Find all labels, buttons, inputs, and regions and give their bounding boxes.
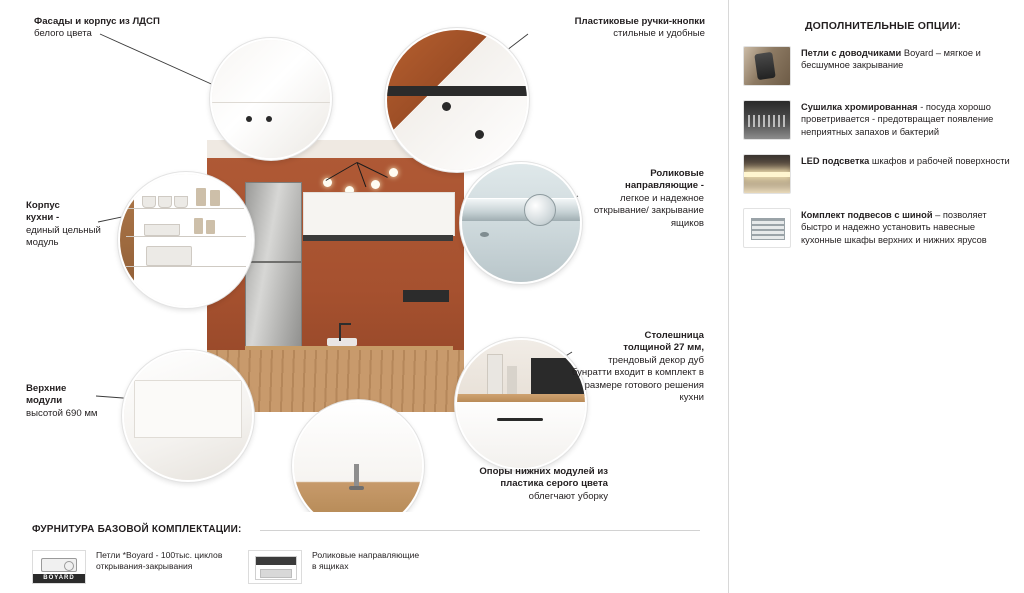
hardware-hinges-line1: Петли *Boyard - 100тыс. циклов <box>96 550 223 560</box>
callout-legs-desc: облегчают уборку <box>528 490 608 502</box>
hardware-item-hinges <box>32 550 262 584</box>
callout-countertop <box>566 330 704 405</box>
hardware-rails-line1: Роликовые направляющие <box>312 550 420 560</box>
option-hinges-text: Boyard – мягкое и бесшумное закрывание <box>801 48 981 71</box>
callout-facades-title: Фасады и корпус из ЛДСП <box>34 16 160 27</box>
hardware-rails-line2: в ящиках <box>312 561 349 572</box>
additional-options-panel <box>728 0 1024 593</box>
bubble-corpus <box>118 172 254 308</box>
callout-rails <box>582 168 704 230</box>
option-suspension-bold: Комплект подвесов с шиной <box>801 210 933 220</box>
bubble-facades <box>210 38 332 160</box>
option-led-bold: LED подсветка <box>801 156 870 166</box>
hinge-thumb-icon <box>743 46 791 86</box>
option-row-suspension <box>743 208 1010 248</box>
bubble-upper-modules <box>122 350 254 482</box>
additional-options-title: ДОПОЛНИТЕЛЬНЫЕ ОПЦИИ: <box>805 20 961 32</box>
hardware-item-rails <box>248 550 468 584</box>
callout-counter-title-2: толщиной 27 мм, <box>623 342 704 354</box>
option-hinges-bold: Петли с доводчиками <box>801 48 902 58</box>
callout-counter-title-1: Столешница <box>644 330 704 341</box>
option-dryer-text: - посуда хорошо проветривается - предотвращает появление неприятных запахов и бактерий <box>801 102 994 137</box>
base-hardware-title: ФУРНИТУРА БАЗОВОЙ КОМПЛЕКТАЦИИ: <box>32 524 242 535</box>
bubble-roller-rails <box>460 162 582 284</box>
callout-corpus-title-1: Корпус <box>26 200 60 211</box>
callout-handles-title: Пластиковые ручки-кнопки <box>574 16 705 27</box>
option-led-text: шкафов и рабочей поверхности <box>869 156 1010 166</box>
callout-corpus-title-2: кухни - <box>26 212 60 224</box>
callout-legs-title-2: пластика серого цвета <box>500 478 608 490</box>
callout-handles <box>470 16 705 41</box>
callout-handles-desc: стильные и удобные <box>613 28 705 40</box>
callout-corpus <box>26 200 104 250</box>
boyard-hinge-icon <box>32 550 86 584</box>
callout-counter-desc: трендовый декор дуб бунратти входит в комплект в размере готового решения кухни <box>571 354 704 404</box>
led-light-thumb-icon <box>743 154 791 194</box>
roller-rail-icon <box>248 550 302 584</box>
base-hardware-section <box>0 512 728 593</box>
callout-corpus-desc: единый цельный модуль <box>26 224 101 249</box>
dish-dryer-thumb-icon <box>743 100 791 140</box>
section-divider <box>260 530 700 531</box>
callout-facades-desc: белого цвета <box>34 28 92 40</box>
option-row-hinges <box>743 46 1010 86</box>
callout-upper-modules <box>26 383 136 420</box>
bubble-handles <box>385 28 529 172</box>
boyard-brand-label: BOYARD <box>33 574 85 583</box>
callout-rails-title-1: Роликовые <box>650 168 704 179</box>
callout-legs <box>398 466 608 503</box>
option-row-dryer <box>743 100 1010 140</box>
hardware-hinges-line2: открывания-закрывания <box>96 561 193 572</box>
option-row-led <box>743 154 1010 194</box>
rail-suspension-thumb-icon <box>743 208 791 248</box>
callout-upper-title-2: модули <box>26 395 63 407</box>
callout-upper-desc: высотой 690 мм <box>26 407 98 419</box>
callout-upper-title-1: Верхние <box>26 383 67 394</box>
option-dryer-bold: Сушилка хромированная <box>801 102 918 112</box>
callout-facades <box>34 16 244 41</box>
callout-rails-desc: легкое и надежное открывание/ закрывание ящиков <box>593 192 704 229</box>
callout-legs-title-1: Опоры нижних модулей из <box>479 466 608 477</box>
option-suspension-text: – позволяет быстро и надежно установить навесные кухонные шкафы верхних и нижних ярусов <box>801 210 987 245</box>
callout-rails-title-2: направляющие - <box>625 180 704 192</box>
